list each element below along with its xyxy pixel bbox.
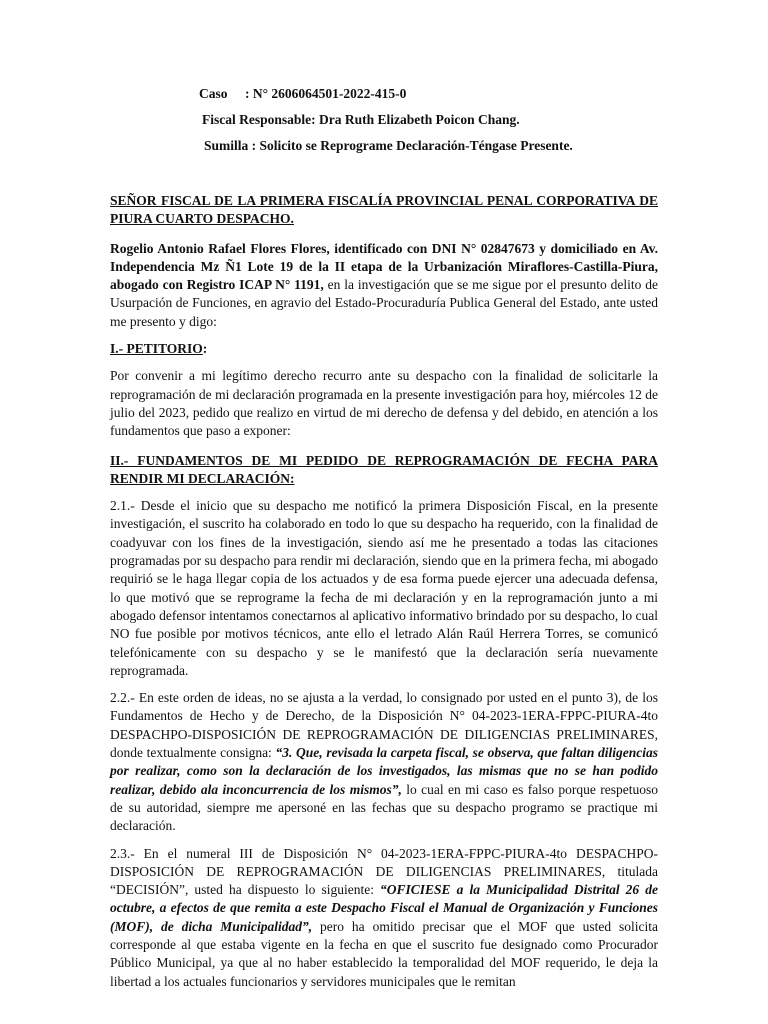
- document-body: [110, 192, 658, 991]
- addressee-heading: SEÑOR FISCAL DE LA PRIMERA FISCALÍA PROVINCIAL PENAL CORPORATIVA DE PIURA CUARTO DESPACHO.: [110, 193, 658, 227]
- paragraph-2-2-tail: lo cual en mi caso es falso porque respetuoso de su autoridad, siempre me apersoné en las fechas que su despacho programo se practique mi declaración.: [110, 781, 658, 834]
- paragraph-2-2: [110, 689, 658, 835]
- case-value: : N° 2606064501-2022-415-0: [245, 86, 407, 101]
- paragraph-2-3-quote: “OFICIESE a la Municipalidad Distrital 26 de octubre, a efectos de que remita a este Despacho Fiscal el Manual de Organización y Funciones (MOF), de dicha Municipalidad”,: [110, 882, 658, 934]
- paragraph-2-3-tail: pero ha omitido precisar que el MOF que usted solicita corresponde al que estaba vigente en la fecha en que el suscrito fue designado como Procurador Público Municipal, ya que al no haber establecido la temporalidad del MOF requerido, le deja la libertad a los actuales funcionarios y servidores municipales que le remitan: [110, 918, 658, 989]
- case-number-line: [199, 86, 406, 102]
- summary-line: Sumilla : Solicito se Reprograme Declaración-Téngase Presente.: [204, 138, 573, 153]
- paragraph-2-1: 2.1.- Desde el inicio que su despacho me notificó la primera Disposición Fiscal, en la presente investigación, el suscrito ha colaborado en todo lo que su despacho ha requerido, con la finalidad de coadyuvar con los fines de la investigación, siendo así me he presentado a todas las citaciones programadas por su despacho para rendir mi declaración, siendo que en la primera fecha, mi abogado requirió se le haga llegar copia de los actuados y de esa forma puede ejercer una adecuada defensa, lo que motivó que se reprograme la fecha de mi declaración y en la reprogramación junto a mi abogado defensor intentamos conectarnos al aplicativo informativo brindado por su despacho, lo cual NO fue posible por motivos técnicos, ante ello el letrado Alán Raúl Herrera Torres, se comunicó telefónicamente con su despacho y se le manifestó que la declaración sería nuevamente reprogramada.: [110, 498, 658, 678]
- intro-paragraph: [110, 240, 658, 331]
- paragraph-2-3: [110, 845, 658, 991]
- section1-colon: :: [202, 341, 208, 357]
- intro-identification: Rogelio Antonio Rafael Flores Flores, identificado con DNI N° 02847673 y domiciliado en Av. Independencia Mz Ñ1 Lote 19 de la II etapa de la Urbanización Miraflores-Castilla-Piura, abogado con Registro ICAP N° 1191,: [110, 240, 658, 293]
- section1-title: I.- PETITORIO: [110, 341, 203, 357]
- section2-title: II.- FUNDAMENTOS DE MI PEDIDO DE REPROGRAMACIÓN DE FECHA PARA RENDIR MI DECLARACIÓN:: [110, 452, 658, 486]
- case-label: Caso: [199, 86, 228, 101]
- paragraph-2-2-quote: “3. Que, revisada la carpeta fiscal, se observa, que faltan diligencias por realizar, como son la declaración de los investigados, las mismas que no se han podido realizar, debido ala inconcurrencia de los mismos”,: [110, 745, 659, 797]
- intro-text: en la investigación que se me sigue por el presunto delito de Usurpación de Funciones, en agravio del Estado-Procuraduría Publica General del Estado, ante usted me presento y digo:: [110, 277, 658, 329]
- prosecutor-line: Fiscal Responsable: Dra Ruth Elizabeth Poicon Chang.: [202, 112, 520, 127]
- petition-paragraph: Por convenir a mi legítimo derecho recurro ante su despacho con la finalidad de solicitarle la reprogramación de mi declaración programada en la presente investigación para hoy, miércoles 12 de julio del 2023, pedido que realizo en virtud de mi derecho de defensa y del debido, en atención a los fundamentos que paso a exponer:: [110, 368, 658, 439]
- section1-heading: [110, 340, 658, 358]
- paragraph-2-2-text: 2.2.- En este orden de ideas, no se ajusta a la verdad, lo consignado por usted en el punto 3), de los Fundamentos de Hecho y de Derecho, de la Disposición N° 04-2023-1ERA-FPPC-PIURA-4to DESPACHPO-DISPOSICIÓN DE REPROGRAMACIÓN DE DILIGENCIAS PRELIMINARES, donde textualmente consigna:: [110, 690, 658, 761]
- paragraph-2-3-text: 2.3.- En el numeral III de Disposición N° 04-2023-1ERA-FPPC-PIURA-4to DESPACHPO-DISPOSICIÓN DE REPROGRAMACIÓN DE DILIGENCIAS PRELIMINARES, titulada “DECISIÓN”, usted ha dispuesto lo siguiente:: [110, 845, 658, 898]
